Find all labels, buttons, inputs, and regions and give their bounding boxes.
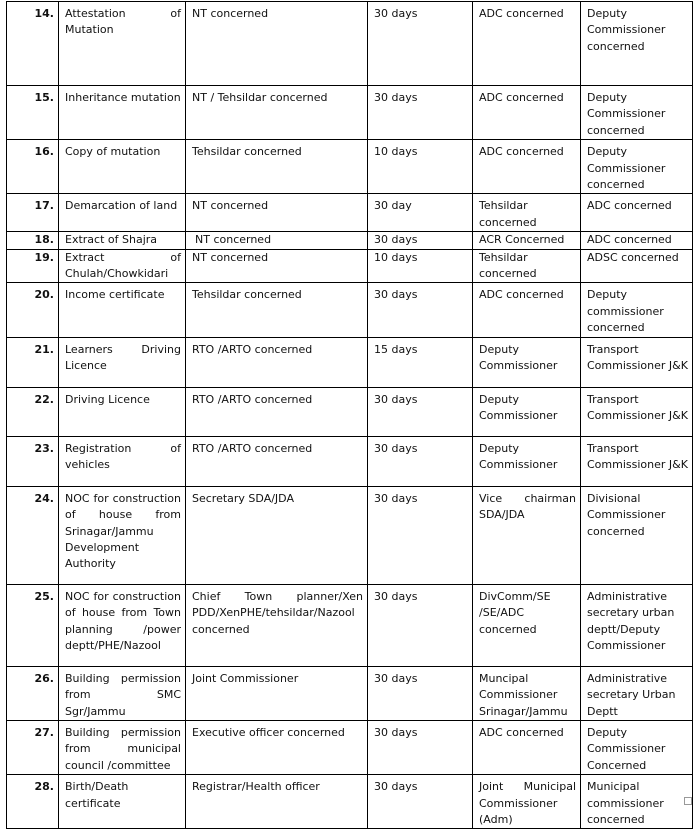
time-limit: 30 day: [368, 194, 473, 232]
designated-officer: NT / Tehsildar concerned: [186, 86, 368, 140]
designated-officer: NT concerned: [186, 249, 368, 283]
designated-officer: NT concerned: [186, 194, 368, 232]
time-limit: 30 days: [368, 720, 473, 774]
service-name: NOC for construction of house from Town planning /power deptt/PHE/Nazool: [59, 584, 186, 666]
first-appellate-authority: DivComm/SE /SE/ADC concerned: [473, 584, 581, 666]
serial-number: 23.: [7, 436, 59, 486]
designated-officer: Secretary SDA/JDA: [186, 486, 368, 584]
designated-officer: RTO /ARTO concerned: [186, 337, 368, 387]
service-name: Copy of mutation: [59, 140, 186, 194]
first-appellate-authority: Tehsildar concerned: [473, 249, 581, 283]
table-row: [7, 140, 693, 194]
service-name: Registration of vehicles: [59, 436, 186, 486]
time-limit: 30 days: [368, 2, 473, 86]
second-appellate-authority: Deputy Commissioner Concerned: [581, 720, 693, 774]
first-appellate-authority: Vice chairman SDA/JDA: [473, 486, 581, 584]
serial-number: 26.: [7, 666, 59, 720]
first-appellate-authority: ADC concerned: [473, 720, 581, 774]
time-limit: 30 days: [368, 283, 473, 337]
first-appellate-authority: Deputy Commissioner: [473, 436, 581, 486]
first-appellate-authority: ADC concerned: [473, 86, 581, 140]
serial-number: 20.: [7, 283, 59, 337]
serial-number: 24.: [7, 486, 59, 584]
serial-number: 15.: [7, 86, 59, 140]
designated-officer: Tehsildar concerned: [186, 140, 368, 194]
second-appellate-authority: Transport Commissioner J&K: [581, 387, 693, 436]
serial-number: 25.: [7, 584, 59, 666]
services-table: [6, 1, 693, 829]
time-limit: 15 days: [368, 337, 473, 387]
service-name: Demarcation of land: [59, 194, 186, 232]
serial-number: 14.: [7, 2, 59, 86]
designated-officer: NT concerned: [186, 2, 368, 86]
time-limit: 10 days: [368, 249, 473, 283]
service-name: Driving Licence: [59, 387, 186, 436]
designated-officer: Executive officer concerned: [186, 720, 368, 774]
second-appellate-authority: Deputy Commissioner concerned: [581, 140, 693, 194]
time-limit: 30 days: [368, 486, 473, 584]
table-row: [7, 720, 693, 774]
time-limit: 30 days: [368, 666, 473, 720]
first-appellate-authority: Deputy Commissioner: [473, 387, 581, 436]
second-appellate-authority: Divisional Commissioner concerned: [581, 486, 693, 584]
table-row: [7, 232, 693, 249]
designated-officer: RTO /ARTO concerned: [186, 387, 368, 436]
time-limit: 30 days: [368, 86, 473, 140]
second-appellate-authority: Deputy Commissioner concerned: [581, 2, 693, 86]
designated-officer: Registrar/Health officer: [186, 775, 368, 829]
service-name: Extract of Chulah/Chowkidari: [59, 249, 186, 283]
second-appellate-authority: Deputy Commissioner concerned: [581, 86, 693, 140]
service-name: NOC for construction of house from Srinagar/Jammu Development Authority: [59, 486, 186, 584]
serial-number: 28.: [7, 775, 59, 829]
serial-number: 16.: [7, 140, 59, 194]
second-appellate-authority: Administrative secretary urban deptt/Deputy Commissioner: [581, 584, 693, 666]
table-row: [7, 283, 693, 337]
first-appellate-authority: ACR Concerned: [473, 232, 581, 249]
first-appellate-authority: Tehsildar concerned: [473, 194, 581, 232]
designated-officer: Joint Commissioner: [186, 666, 368, 720]
first-appellate-authority: Deputy Commissioner: [473, 337, 581, 387]
second-appellate-authority: ADSC concerned: [581, 249, 693, 283]
table-row: [7, 584, 693, 666]
service-name: Extract of Shajra: [59, 232, 186, 249]
table-row: [7, 2, 693, 86]
service-name: Learners Driving Licence: [59, 337, 186, 387]
table-row: [7, 775, 693, 829]
designated-officer: Chief Town planner/Xen PDD/XenPHE/tehsildar/Nazool concerned: [186, 584, 368, 666]
time-limit: 30 days: [368, 387, 473, 436]
designated-officer: NT concerned: [186, 232, 368, 249]
serial-number: 17.: [7, 194, 59, 232]
table-row: [7, 337, 693, 387]
second-appellate-authority: ADC concerned: [581, 194, 693, 232]
first-appellate-authority: Joint Municipal Commissioner (Adm): [473, 775, 581, 829]
service-name: Inheritance mutation: [59, 86, 186, 140]
time-limit: 10 days: [368, 140, 473, 194]
serial-number: 27.: [7, 720, 59, 774]
service-name: Birth/Death certificate: [59, 775, 186, 829]
serial-number: 18.: [7, 232, 59, 249]
table-row: [7, 194, 693, 232]
table-row: [7, 249, 693, 283]
first-appellate-authority: ADC concerned: [473, 140, 581, 194]
service-name: Building permission from municipal council /committee: [59, 720, 186, 774]
designated-officer: RTO /ARTO concerned: [186, 436, 368, 486]
time-limit: 30 days: [368, 436, 473, 486]
serial-number: 19.: [7, 249, 59, 283]
service-name: Income certificate: [59, 283, 186, 337]
table-row: [7, 387, 693, 436]
first-appellate-authority: ADC concerned: [473, 283, 581, 337]
serial-number: 21.: [7, 337, 59, 387]
second-appellate-authority: Administrative secretary Urban Deptt: [581, 666, 693, 720]
table-row: [7, 486, 693, 584]
table-row: [7, 666, 693, 720]
first-appellate-authority: ADC concerned: [473, 2, 581, 86]
table-resize-handle[interactable]: [684, 797, 692, 805]
first-appellate-authority: Muncipal Commissioner Srinagar/Jammu: [473, 666, 581, 720]
second-appellate-authority: Transport Commissioner J&K: [581, 337, 693, 387]
second-appellate-authority: Deputy commissioner concerned: [581, 283, 693, 337]
time-limit: 30 days: [368, 775, 473, 829]
time-limit: 30 days: [368, 584, 473, 666]
service-name: Attestation of Mutation: [59, 2, 186, 86]
serial-number: 22.: [7, 387, 59, 436]
second-appellate-authority: Transport Commissioner J&K: [581, 436, 693, 486]
service-name: Building permission from SMC Sgr/Jammu: [59, 666, 186, 720]
second-appellate-authority: ADC concerned: [581, 232, 693, 249]
second-appellate-authority: Municipal commissioner concerned: [581, 775, 693, 829]
designated-officer: Tehsildar concerned: [186, 283, 368, 337]
table-row: [7, 436, 693, 486]
time-limit: 30 days: [368, 232, 473, 249]
services-table-body: [7, 2, 693, 829]
table-row: [7, 86, 693, 140]
